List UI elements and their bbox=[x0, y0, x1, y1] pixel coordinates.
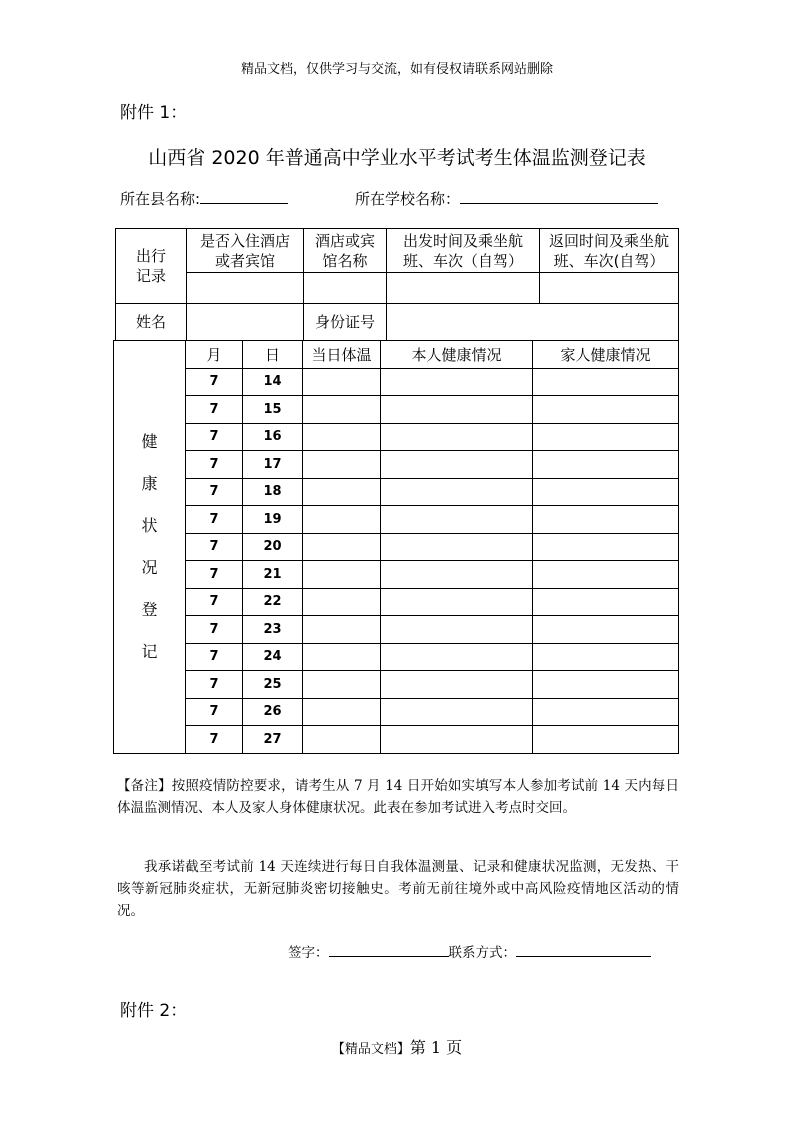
sign-blank[interactable] bbox=[329, 943, 449, 957]
pledge-statement: 我承诺截至考试前 14 天连续进行每日自我体温测量、记录和健康状况监测，无发热、干咳等新冠肺炎症状，无新冠肺炎密切接触史。考前无前往境外或中高风险疫情地区活动的情况。 bbox=[117, 859, 679, 919]
name-cell[interactable] bbox=[187, 304, 304, 341]
day-cell: 23 bbox=[243, 616, 303, 644]
temp-cell[interactable] bbox=[303, 726, 381, 754]
health-side-label bbox=[114, 341, 186, 754]
temp-cell[interactable] bbox=[303, 451, 381, 479]
col-return: 返回时间及乘坐航班、车次(自驾） bbox=[540, 229, 679, 273]
family-health-cell[interactable] bbox=[533, 561, 679, 589]
day-cell: 25 bbox=[243, 671, 303, 699]
month-cell: 7 bbox=[186, 616, 243, 644]
self-health-cell[interactable] bbox=[381, 396, 533, 424]
temp-cell[interactable] bbox=[303, 588, 381, 616]
name-label: 姓名 bbox=[116, 304, 187, 341]
table-row bbox=[114, 616, 679, 644]
temp-cell[interactable] bbox=[303, 616, 381, 644]
temp-cell[interactable] bbox=[303, 423, 381, 451]
self-health-cell[interactable] bbox=[381, 698, 533, 726]
footer-tag: 【精品文档】 bbox=[331, 1042, 410, 1057]
table-row bbox=[114, 726, 679, 754]
remarks-note: 【备注】按照疫情防控要求，请考生从 7 月 14 日开始如实填写本人参加考试前 14 天内每日体温监测情况、本人及家人身体健康状况。此表在参加考试进入考点时交回。 bbox=[117, 778, 679, 816]
month-cell: 7 bbox=[186, 423, 243, 451]
day-cell: 26 bbox=[243, 698, 303, 726]
month-cell: 7 bbox=[186, 396, 243, 424]
county-label: 所在县名称: bbox=[120, 190, 201, 208]
header-month: 月 bbox=[186, 341, 243, 369]
side-char: 健 bbox=[141, 431, 158, 451]
county-blank bbox=[200, 190, 288, 204]
table-row bbox=[114, 671, 679, 699]
table-row bbox=[114, 451, 679, 479]
table-row bbox=[114, 506, 679, 534]
family-health-cell[interactable] bbox=[533, 506, 679, 534]
month-cell: 7 bbox=[186, 478, 243, 506]
family-health-cell[interactable] bbox=[533, 451, 679, 479]
side-char: 康 bbox=[141, 473, 158, 493]
family-health-cell[interactable] bbox=[533, 671, 679, 699]
hotel-stay-cell[interactable] bbox=[187, 273, 304, 304]
col-hotel-stay: 是否入住酒店或者宾馆 bbox=[187, 229, 304, 273]
temp-cell[interactable] bbox=[303, 533, 381, 561]
contact-blank[interactable] bbox=[516, 943, 651, 957]
family-health-cell[interactable] bbox=[533, 698, 679, 726]
day-cell: 24 bbox=[243, 643, 303, 671]
id-label: 身份证号 bbox=[304, 304, 387, 341]
month-cell: 7 bbox=[186, 533, 243, 561]
month-cell: 7 bbox=[186, 451, 243, 479]
temp-cell[interactable] bbox=[303, 671, 381, 699]
family-health-cell[interactable] bbox=[533, 588, 679, 616]
side-char: 状 bbox=[141, 515, 158, 535]
signature-line bbox=[288, 941, 651, 961]
family-health-cell[interactable] bbox=[533, 726, 679, 754]
day-cell: 14 bbox=[243, 368, 303, 396]
table-row bbox=[114, 588, 679, 616]
county-field bbox=[120, 188, 288, 209]
school-label: 所在学校名称： bbox=[355, 190, 461, 208]
self-health-cell[interactable] bbox=[381, 478, 533, 506]
watermark-notice: 精品文档，仅供学习与交流，如有侵权请联系网站删除 bbox=[240, 62, 553, 77]
month-cell: 7 bbox=[186, 698, 243, 726]
table-row bbox=[114, 396, 679, 424]
month-cell: 7 bbox=[186, 643, 243, 671]
self-health-cell[interactable] bbox=[381, 533, 533, 561]
temp-cell[interactable] bbox=[303, 368, 381, 396]
table-row bbox=[114, 561, 679, 589]
table-row bbox=[114, 423, 679, 451]
month-cell: 7 bbox=[186, 561, 243, 589]
day-cell: 15 bbox=[243, 396, 303, 424]
self-health-cell[interactable] bbox=[381, 643, 533, 671]
self-health-cell[interactable] bbox=[381, 726, 533, 754]
table-row bbox=[114, 533, 679, 561]
header-self-health: 本人健康情况 bbox=[381, 341, 533, 369]
return-cell[interactable] bbox=[540, 273, 679, 304]
day-cell: 18 bbox=[243, 478, 303, 506]
table-row bbox=[114, 478, 679, 506]
travel-record-table bbox=[115, 228, 679, 341]
day-cell: 16 bbox=[243, 423, 303, 451]
day-cell: 27 bbox=[243, 726, 303, 754]
table-row bbox=[114, 698, 679, 726]
page-number: 第 1 页 bbox=[409, 1038, 463, 1057]
hotel-name-cell[interactable] bbox=[304, 273, 387, 304]
header-day: 日 bbox=[243, 341, 303, 369]
family-health-cell[interactable] bbox=[533, 478, 679, 506]
side-char: 登 bbox=[141, 599, 158, 619]
sign-label: 签字： bbox=[288, 945, 329, 961]
departure-cell[interactable] bbox=[387, 273, 540, 304]
family-health-cell[interactable] bbox=[533, 423, 679, 451]
day-cell: 22 bbox=[243, 588, 303, 616]
id-cell[interactable] bbox=[387, 304, 679, 341]
page-footer bbox=[0, 1035, 794, 1058]
family-health-cell[interactable] bbox=[533, 533, 679, 561]
day-cell: 17 bbox=[243, 451, 303, 479]
day-cell: 21 bbox=[243, 561, 303, 589]
month-cell: 7 bbox=[186, 588, 243, 616]
table-row bbox=[114, 643, 679, 671]
self-health-cell[interactable] bbox=[381, 368, 533, 396]
side-char: 记 bbox=[141, 641, 158, 661]
self-health-cell[interactable] bbox=[381, 561, 533, 589]
temp-cell[interactable] bbox=[303, 561, 381, 589]
contact-label: 联系方式： bbox=[448, 945, 516, 961]
school-blank bbox=[460, 190, 658, 204]
side-char: 况 bbox=[141, 557, 158, 577]
month-cell: 7 bbox=[186, 671, 243, 699]
family-health-cell[interactable] bbox=[533, 643, 679, 671]
self-health-cell[interactable] bbox=[381, 423, 533, 451]
document-title: 山西省 2020 年普通高中学业水平考试考生体温监测登记表 bbox=[148, 147, 646, 169]
health-record-table bbox=[113, 340, 679, 754]
temp-cell[interactable] bbox=[303, 396, 381, 424]
temp-cell[interactable] bbox=[303, 698, 381, 726]
temp-cell[interactable] bbox=[303, 478, 381, 506]
self-health-cell[interactable] bbox=[381, 588, 533, 616]
family-health-cell[interactable] bbox=[533, 396, 679, 424]
family-health-cell[interactable] bbox=[533, 368, 679, 396]
self-health-cell[interactable] bbox=[381, 671, 533, 699]
month-cell: 7 bbox=[186, 726, 243, 754]
family-health-cell[interactable] bbox=[533, 616, 679, 644]
attachment-2-label: 附件 2： bbox=[120, 1001, 188, 1021]
month-cell: 7 bbox=[186, 368, 243, 396]
self-health-cell[interactable] bbox=[381, 451, 533, 479]
header-family-health: 家人健康情况 bbox=[533, 341, 679, 369]
header-temp: 当日体温 bbox=[303, 341, 381, 369]
table-row bbox=[114, 368, 679, 396]
temp-cell[interactable] bbox=[303, 506, 381, 534]
travel-row-label: 出行记录 bbox=[116, 229, 187, 304]
school-field bbox=[355, 188, 658, 209]
temp-cell[interactable] bbox=[303, 643, 381, 671]
self-health-cell[interactable] bbox=[381, 616, 533, 644]
col-departure: 出发时间及乘坐航班、车次（自驾） bbox=[387, 229, 540, 273]
day-cell: 20 bbox=[243, 533, 303, 561]
col-hotel-name: 酒店或宾馆名称 bbox=[304, 229, 387, 273]
day-cell: 19 bbox=[243, 506, 303, 534]
month-cell: 7 bbox=[186, 506, 243, 534]
attachment-1-label: 附件 1： bbox=[120, 103, 188, 123]
self-health-cell[interactable] bbox=[381, 506, 533, 534]
